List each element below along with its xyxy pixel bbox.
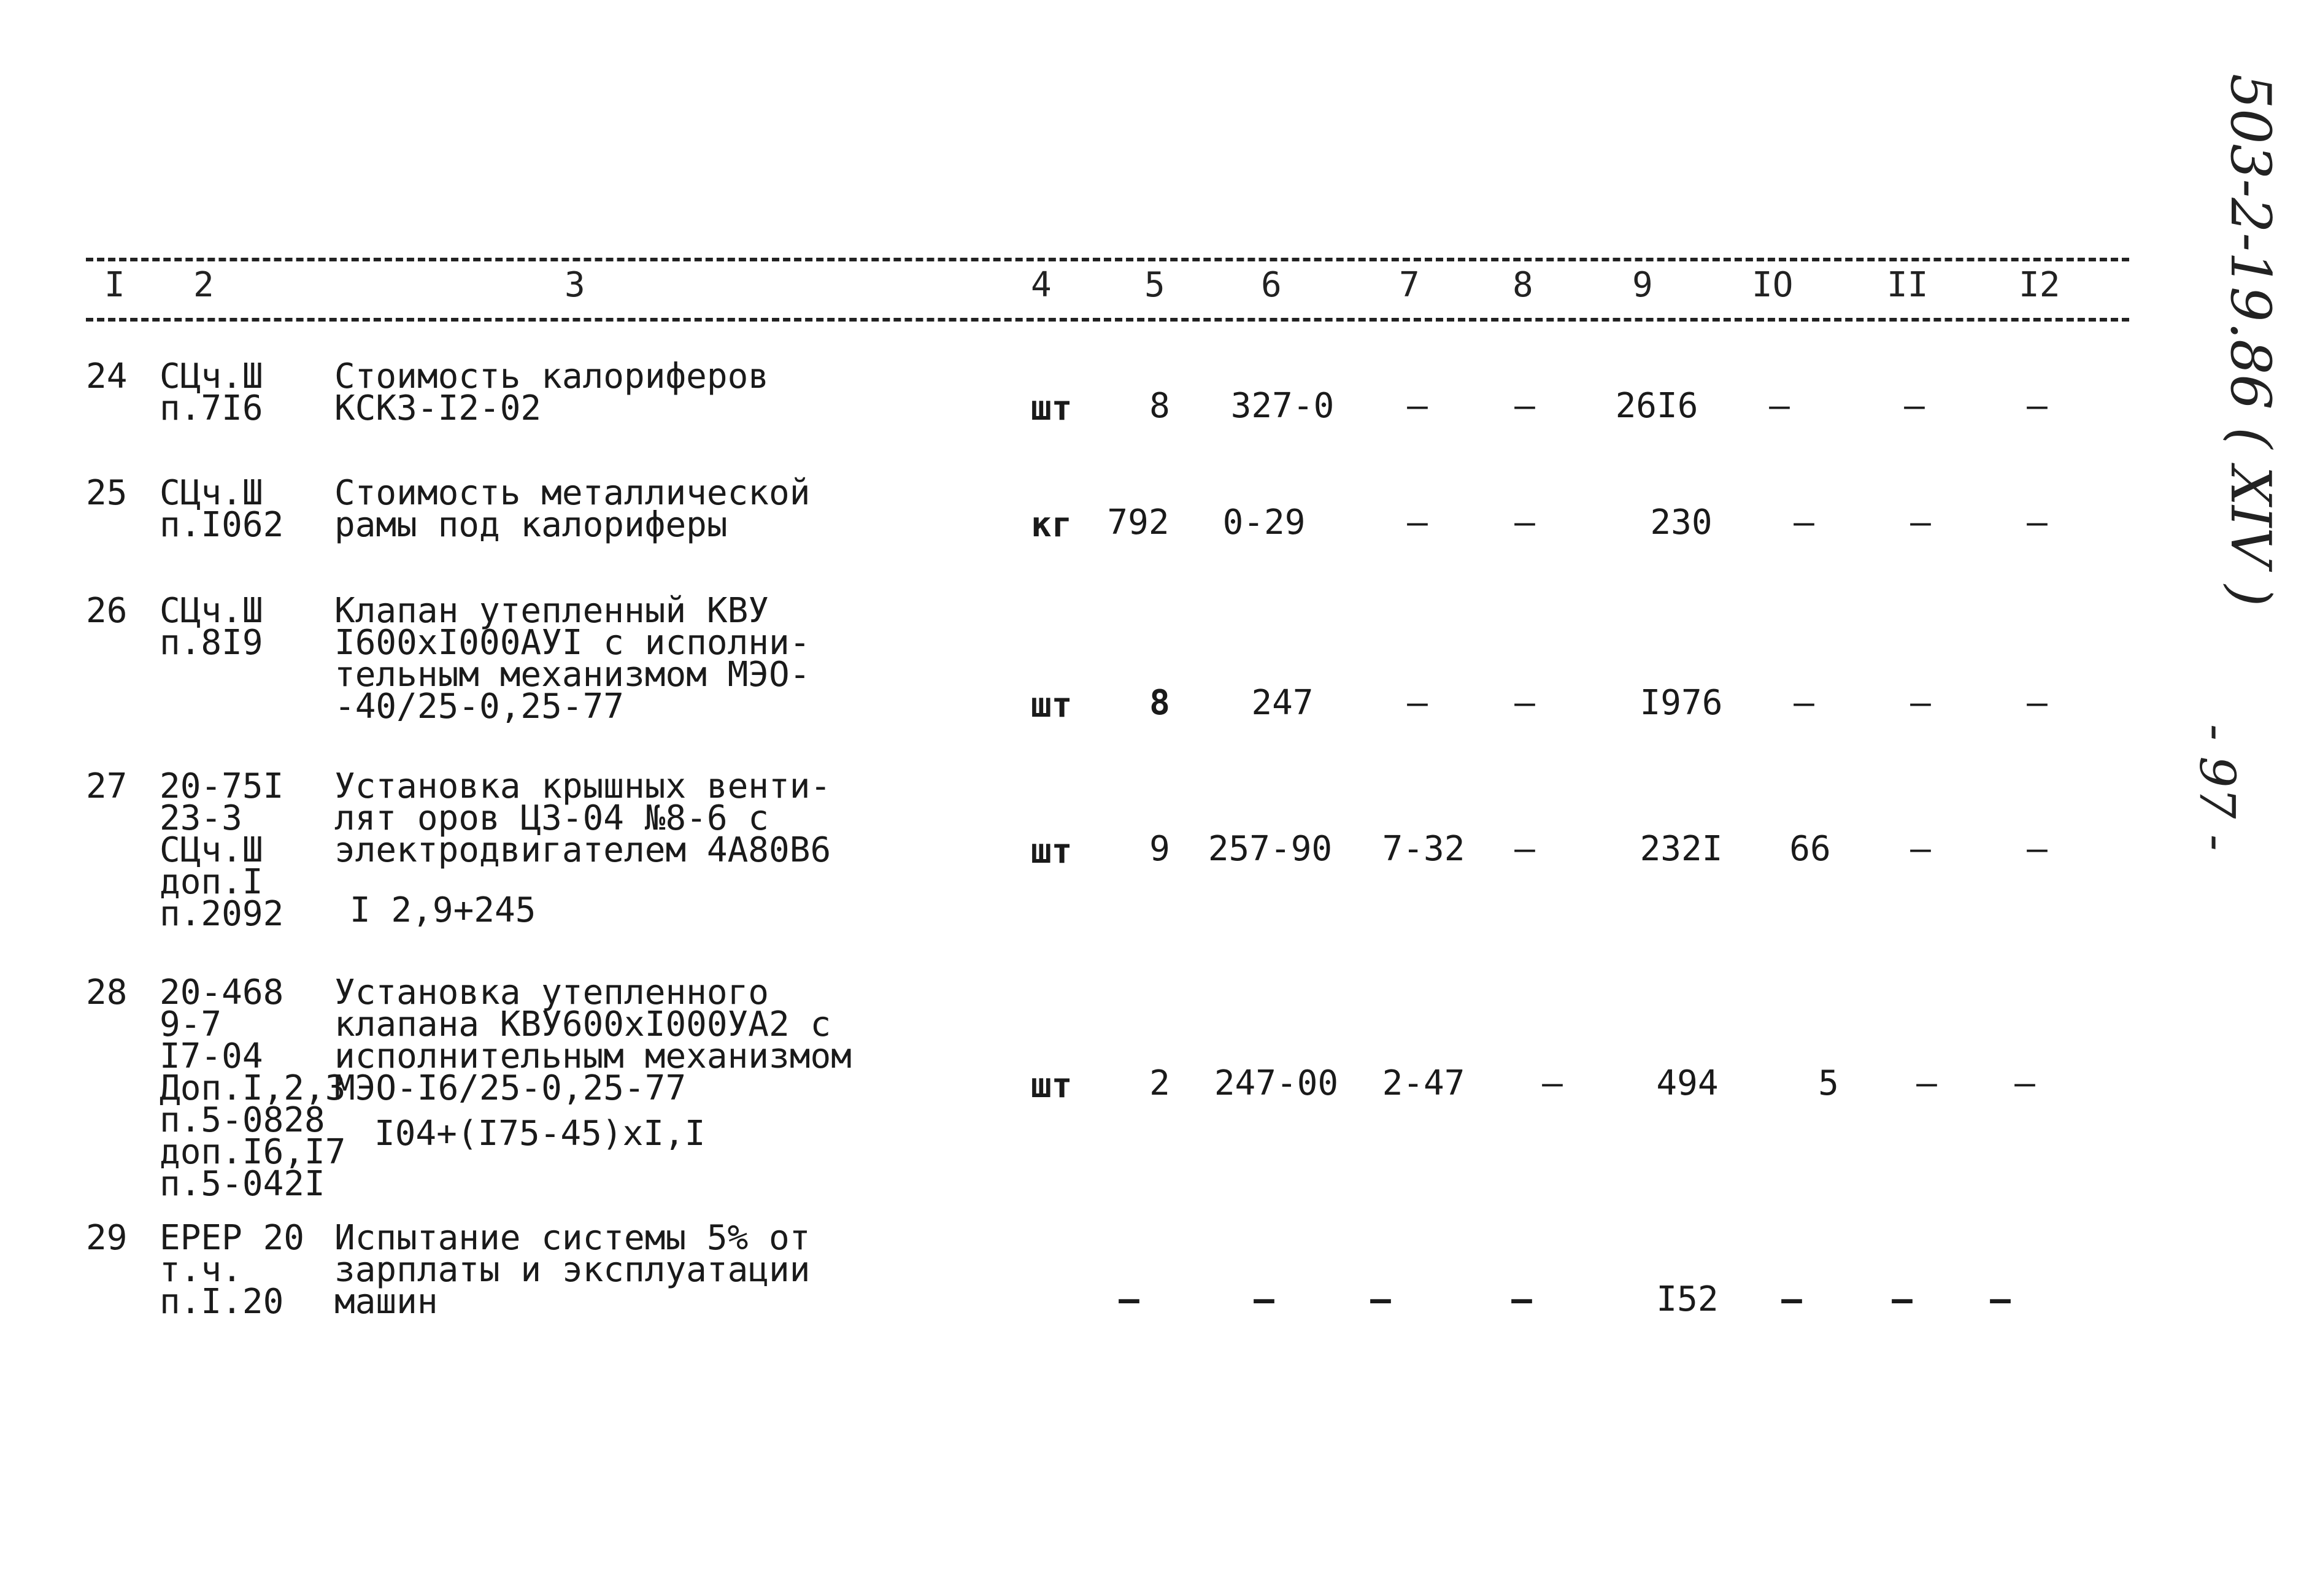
- row-col11: –: [1916, 1063, 1937, 1103]
- row-quantity: 2: [1149, 1063, 1170, 1103]
- row-description: Установка утепленного клапана КВУ600xI000УА2 с исполнительным механизмом МЭО-I6/25-0,25-77: [334, 973, 852, 1108]
- row-unit: шт: [1031, 685, 1073, 725]
- row-formula: I 2,9+245: [350, 890, 536, 930]
- row-col11: –: [1910, 503, 1931, 542]
- row-col11: –: [1892, 1279, 1913, 1319]
- row-col8: –: [1542, 1063, 1563, 1103]
- row-number: 28: [86, 973, 128, 1012]
- row-col12: –: [2027, 829, 2048, 869]
- row-code: СЦч.Ш п.8I9: [160, 591, 263, 663]
- row-col10: 66: [1789, 829, 1831, 869]
- row-col12: –: [2027, 683, 2048, 723]
- row-col10: 5: [1818, 1063, 1839, 1103]
- row-unit: кг: [1031, 505, 1073, 545]
- header-col-7: 7: [1399, 265, 1420, 305]
- row-col10: –: [1769, 386, 1790, 426]
- row-col8: –: [1514, 503, 1535, 542]
- row-col7: 7-32: [1382, 829, 1465, 869]
- row-col12: –: [2027, 503, 2048, 542]
- row-col10: –: [1781, 1279, 1802, 1319]
- row-description: Стоимость металлической рамы под калориферы: [334, 473, 811, 545]
- row-col12: –: [2014, 1063, 2035, 1103]
- row-code: СЦч.Ш п.7I6: [160, 357, 263, 428]
- page-number: - 97 -: [2189, 724, 2246, 851]
- header-col-9: 9: [1632, 265, 1653, 305]
- row-total: 26I6: [1615, 386, 1698, 426]
- row-price: 257-90: [1208, 829, 1333, 869]
- row-description: Установка крышных венти- лят оров Ц3-04 №8-6 с электродвигателем 4А80В6: [334, 766, 831, 870]
- row-price: 247: [1251, 683, 1314, 723]
- row-total: 232I: [1640, 829, 1723, 869]
- row-col10: –: [1794, 683, 1814, 723]
- header-col-3: 3: [565, 265, 585, 305]
- row-col7: –: [1407, 683, 1428, 723]
- row-price: 247-00: [1214, 1063, 1339, 1103]
- header-bottom-rule: [86, 318, 2129, 322]
- row-col10: –: [1794, 503, 1814, 542]
- row-col11: –: [1910, 683, 1931, 723]
- row-code: 20-468 9-7 I7-04 Доп.I,2,3 п.5-0828 доп.I6,I7 п.5-042I: [160, 973, 346, 1204]
- header-col-5: 5: [1144, 265, 1165, 305]
- row-number: 24: [86, 357, 128, 396]
- row-total: I52: [1656, 1279, 1719, 1319]
- row-number: 29: [86, 1218, 128, 1258]
- row-description: Клапан утепленный КВУ I600xI000АУI с исполни- тельным механизмом МЭО- -40/25-0,25-77: [334, 591, 811, 727]
- header-col-1: I: [104, 265, 125, 305]
- row-col11: –: [1904, 386, 1925, 426]
- row-col7: –: [1407, 386, 1428, 426]
- row-col12: –: [1990, 1279, 2011, 1319]
- row-quantity: 8: [1149, 683, 1170, 723]
- row-quantity: 8: [1149, 386, 1170, 426]
- row-col8: –: [1514, 829, 1535, 869]
- row-col7: 2-47: [1382, 1063, 1465, 1103]
- row-number: 26: [86, 591, 128, 631]
- header-top-rule: [86, 258, 2129, 261]
- row-unit: шт: [1031, 1066, 1073, 1106]
- row-code: СЦч.Ш п.I062: [160, 473, 284, 545]
- row-col8: –: [1511, 1279, 1532, 1319]
- header-col-12: I2: [2019, 265, 2060, 305]
- header-col-11: II: [1887, 265, 1929, 305]
- row-quantity: 9: [1149, 829, 1170, 869]
- row-price: 0-29: [1222, 503, 1306, 542]
- row-col11: –: [1910, 829, 1931, 869]
- row-col7: –: [1407, 503, 1428, 542]
- row-description: Стоимость калориферов КСК3-I2-02: [334, 357, 769, 428]
- row-code: ЕРЕР 20 т.ч. п.I.20: [160, 1218, 305, 1322]
- row-col8: –: [1514, 386, 1535, 426]
- row-number: 27: [86, 766, 128, 806]
- row-code: 20-75I 23-3 СЦч.Ш доп.I п.2092: [160, 766, 284, 934]
- row-col12: –: [2027, 386, 2048, 426]
- row-price: 327-0: [1230, 386, 1335, 426]
- row-quantity: –: [1119, 1279, 1139, 1319]
- document-code: 503-2-19.86 ( XIV ): [2218, 74, 2283, 607]
- row-total: 494: [1656, 1063, 1719, 1103]
- header-col-2: 2: [193, 265, 214, 305]
- header-col-8: 8: [1513, 265, 1533, 305]
- row-col7: –: [1370, 1279, 1391, 1319]
- row-number: 25: [86, 473, 128, 513]
- row-price: –: [1254, 1279, 1274, 1319]
- row-col8: –: [1514, 683, 1535, 723]
- header-col-4: 4: [1031, 265, 1052, 305]
- row-total: 230: [1650, 503, 1713, 542]
- header-col-10: IO: [1752, 265, 1794, 305]
- header-col-6: 6: [1261, 265, 1282, 305]
- row-description: Испытание системы 5% от зарплаты и эксплуатации машин: [334, 1218, 811, 1322]
- row-total: I976: [1640, 683, 1723, 723]
- row-unit: шт: [1031, 831, 1073, 871]
- row-formula: I04+(I75-45)xI,I: [374, 1114, 706, 1154]
- row-quantity: 792: [1107, 503, 1170, 542]
- row-unit: шт: [1031, 388, 1073, 428]
